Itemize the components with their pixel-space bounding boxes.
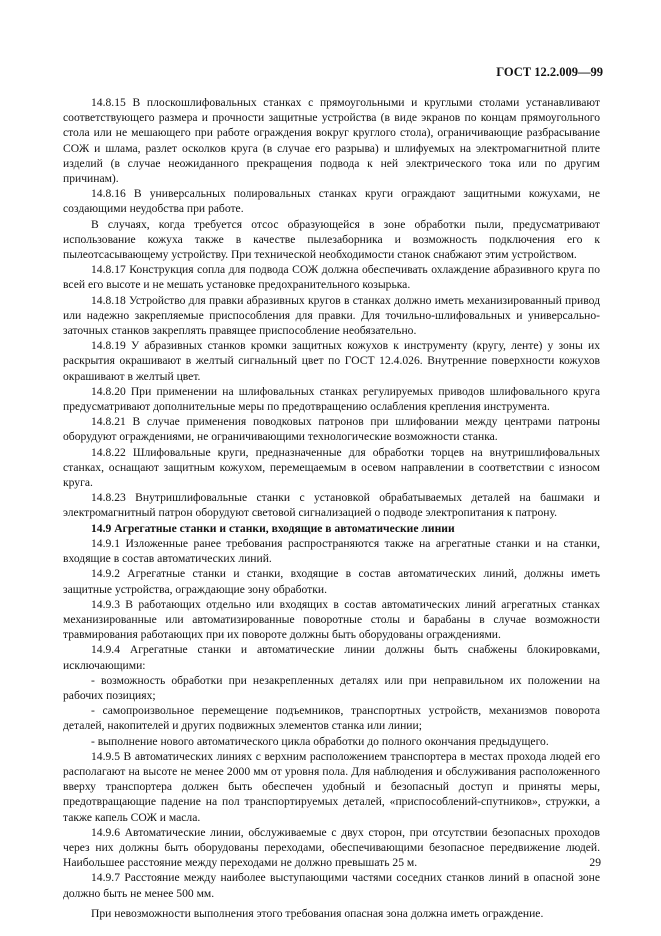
final-paragraph: При невозможности выполнения этого требования опасная зона должна иметь ограждение. (91, 906, 544, 920)
paragraph-14-8-21: 14.8.21 В случае применения поводковых патронов при шлифовании между центрами патроны оборудуют ограждениями, не ограничивающими технологические возможности станка. (63, 415, 600, 444)
paragraph-14-8-19: 14.8.19 У абразивных станков кромки защитных кожухов к инструменту (кругу, ленте) у зоны их раскрытия окрашивают в желтый сигнальный цвет по ГОСТ 12.4.026. Внутренние поверхности кожухов окрашивают в желтый цвет. (63, 339, 600, 383)
paragraph-14-8-22: 14.8.22 Шлифовальные круги, предназначенные для обработки торцев на внутришлифовальных станках, оснащают защитным кожухом, перемещаемым в осевом направлении в соответствии с износом круга. (63, 445, 600, 490)
paragraph-14-9-3: 14.9.3 В работающих отдельно или входящих в состав автоматических линий агрегатных станках механизированные или автоматизированные поворотные столы и барабаны в случае возможности травмирования работающих при их повороте должны быть оборудованы ограждениями. (63, 597, 600, 642)
paragraph-14-8-16: 14.8.16 В универсальных полировальных станках круги ограждают защитными кожухами, не создающими неудобства при работе. (63, 187, 600, 216)
paragraph-14-9-1: 14.9.1 Изложенные ранее требования распространяются также на агрегатные станки и на станки, входящие в состав автоматических линий. (63, 536, 600, 566)
bullet-item: - самопроизвольное перемещение подъемников, транспортных устройств, механизмов поворота деталей, накопителей и других подвижных элементов станка или линии; (63, 704, 600, 733)
paragraph-14-9-2: 14.9.2 Агрегатные станки и станки, входящие в состав автоматических линий, должны иметь защитные устройства, ограждающие зону обработки. (63, 567, 600, 596)
bullet-item: - возможность обработки при незакрепленных деталях или при неправильном их положении на рабочих позициях; (63, 673, 600, 702)
paragraph-14-8-15: 14.8.15 В плоскошлифовальных станках с прямоугольными и круглыми столами устанавливают соответствующего размера и прочности защитные устройства (в виде экранов по концам прямоугольного стола или не мешающего при работе ограждения вокруг круглого стола), ограничивающие разбрасывание СОЖ и шлама, разлет осколков круга (в случае его разрыва) и шлифуемых на электромагнитной плите изделий (в случае неожиданного прекращения подвода к ней электрического тока или по другим причинам). (63, 96, 600, 186)
document-body (63, 95, 600, 921)
paragraph-14-8-18: 14.8.18 Устройство для правки абразивных кругов в станках должно иметь механизированный привод или надежно закрепляемые приспособления для правки. Для точильно-шлифовальных и универсально-заточных станков закреплять правящее приспособление необязательно. (63, 293, 600, 338)
document-code-header: ГОСТ 12.2.009—99 (496, 65, 603, 79)
section-heading-14-9: 14.9 Агрегатные станки и станки, входящие в автоматические линии (91, 521, 455, 535)
paragraph-14-8-16-cont: В случаях, когда требуется отсос образующейся в зоне обработки пыли, предусматривают использование кожуха также в качестве пылезаборника и возможность подключения его к пылеотсасывающему устройству. При технической необходимости станок снабжают этим устройством. (63, 217, 600, 262)
paragraph-14-9-5: 14.9.5 В автоматических линиях с верхним расположением транспортера в местах прохода людей его располагают на высоте не менее 2000 мм от уровня пола. Для наблюдения и обслуживания расположенного вверху транспортера должен быть обеспечен удобный и безопасный доступ и приняты меры, предотвращающие падение на пол транспортируемых деталей, «приспособлений-спутников», стружки, а также капель СОЖ и масла. (63, 749, 600, 824)
paragraph-14-9-6: 14.9.6 Автоматические линии, обслуживаемые с двух сторон, при отсутствии безопасных проходов через них должны быть оборудованы переходами, обеспечивающими безопасное передвижение людей. Наибольшее расстояние между переходами не должно превышать 25 м. (63, 825, 600, 870)
bullet-item: - выполнение нового автоматического цикла обработки до полного окончания предыдущего. (91, 734, 549, 748)
paragraph-14-9-4: 14.9.4 Агрегатные станки и автоматические линии должны быть снабжены блокировками, исключающими: (63, 643, 600, 672)
paragraph-14-8-17: 14.8.17 Конструкция сопла для подвода СОЖ должна обеспечивать охлаждение абразивного круга по всей его высоте и не мешать установке предохранительного козырька. (63, 263, 600, 292)
paragraph-14-8-23: 14.8.23 Внутришлифовальные станки с установкой обрабатываемых деталей на башмаки и электромагнитный патрон оборудуют световой сигнализацией о подводе электропитания к патрону. (63, 491, 600, 520)
paragraph-14-8-20: 14.8.20 При применении на шлифовальных станках регулируемых приводов шлифовального круга предусматривают дополнительные меры по предотвращению ослабления крепления инструмента. (63, 384, 600, 414)
page-number: 29 (589, 856, 601, 869)
paragraph-14-9-7: 14.9.7 Расстояние между наиболее выступающими частями соседних станков линий в опасной зоне должно быть не менее 500 мм. (63, 871, 600, 900)
